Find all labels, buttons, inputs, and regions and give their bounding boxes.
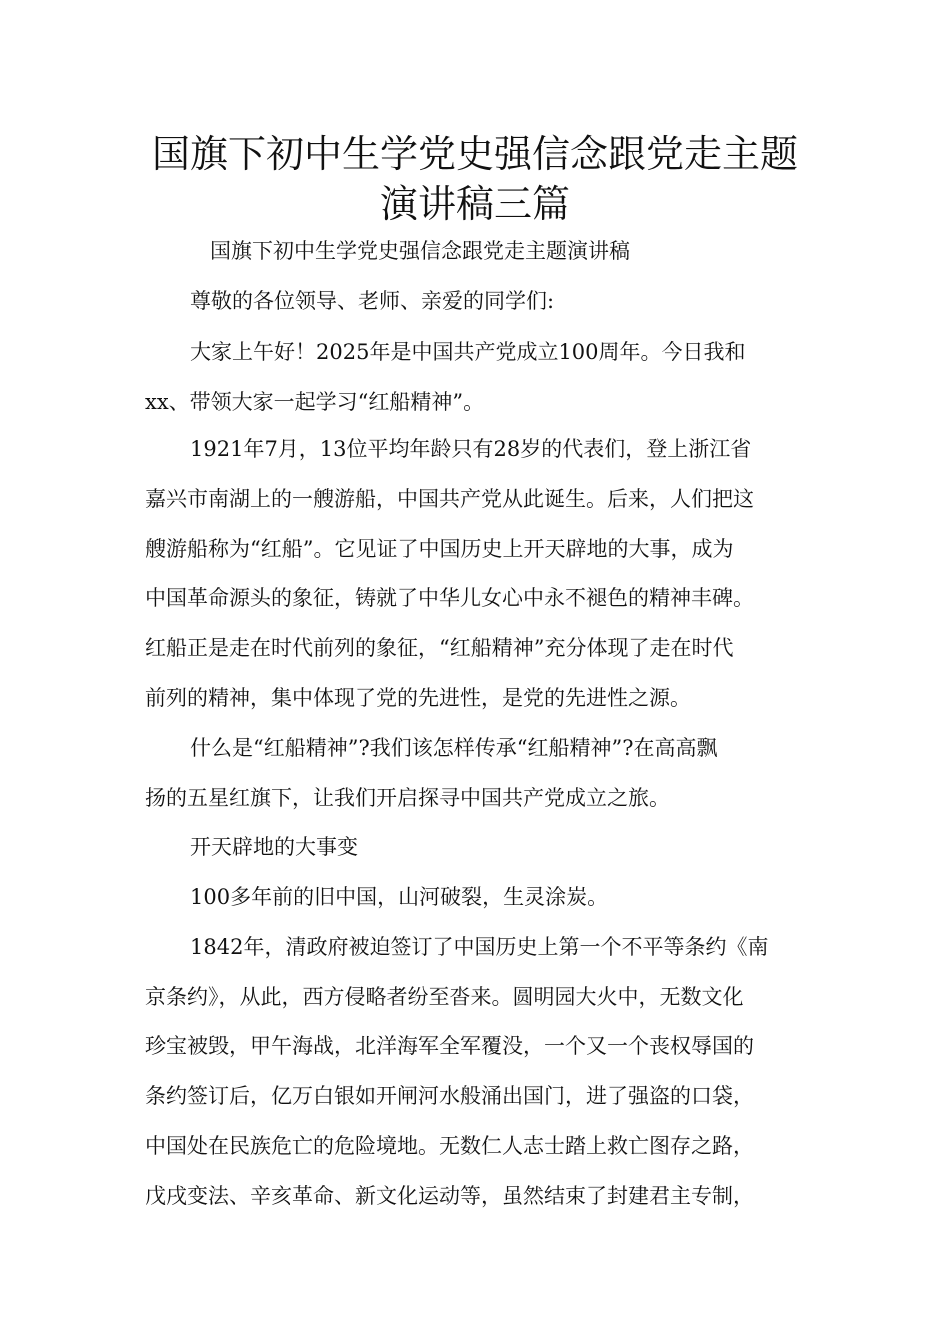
paragraph-line: 100多年前的旧中国，山河破裂，生灵涂炭。 bbox=[190, 885, 609, 909]
paragraph-line: 京条约》，从此，西方侵略者纷至沓来。圆明园大火中，无数文化 bbox=[145, 985, 744, 1009]
paragraph-line: 条约签订后，亿万白银如开闸河水般涌出国门，进了强盗的口袋， bbox=[145, 1084, 754, 1108]
paragraph-line: 1842年，清政府被迫签订了中国历史上第一个不平等条约《南 bbox=[190, 935, 769, 959]
salutation-line: 尊敬的各位领导、老师、亲爱的同学们: bbox=[190, 289, 555, 313]
paragraph-line: 戊戌变法、辛亥革命、新文化运动等，虽然结束了封建君主专制， bbox=[145, 1184, 754, 1208]
paragraph-line: 扬的五星红旗下，让我们开启探寻中国共产党成立之旅。 bbox=[145, 786, 670, 810]
paragraph-line: 大家上午好！2025年是中国共产党成立100周年。今日我和 bbox=[190, 340, 746, 364]
paragraph-line: 红船正是走在时代前列的象征，“红船精神”充分体现了走在时代 bbox=[145, 636, 734, 660]
paragraph-line: 嘉兴市南湖上的一艘游船，中国共产党从此诞生。后来，人们把这 bbox=[145, 487, 754, 511]
paragraph-line: 什么是“红船精神”?我们该怎样传承“红船精神”?在高高飘 bbox=[190, 736, 718, 760]
document-title-line-2: 演讲稿三篇 bbox=[379, 182, 570, 226]
paragraph-line: 艘游船称为“红船”。它见证了中国历史上开天辟地的大事，成为 bbox=[145, 537, 734, 561]
paragraph-line: 1921年7月，13位平均年龄只有28岁的代表们，登上浙江省 bbox=[190, 437, 752, 461]
document-subtitle: 国旗下初中生学党史强信念跟党走主题演讲稿 bbox=[210, 239, 630, 263]
paragraph-line: 中国处在民族危亡的危险境地。无数仁人志士踏上救亡图存之路， bbox=[145, 1134, 754, 1158]
paragraph-line: 中国革命源头的象征，铸就了中华儿女心中永不褪色的精神丰碑。 bbox=[145, 586, 754, 610]
document-title-line-1: 国旗下初中生学党史强信念跟党走主题 bbox=[151, 132, 798, 176]
paragraph-line: 前列的精神，集中体现了党的先进性，是党的先进性之源。 bbox=[145, 686, 691, 710]
paragraph-line: 珍宝被毁，甲午海战，北洋海军全军覆没，一个又一个丧权辱国的 bbox=[145, 1034, 754, 1058]
section-heading: 开天辟地的大事变 bbox=[190, 835, 358, 859]
paragraph-line: xx、带领大家一起学习“红船精神”。 bbox=[145, 390, 485, 414]
